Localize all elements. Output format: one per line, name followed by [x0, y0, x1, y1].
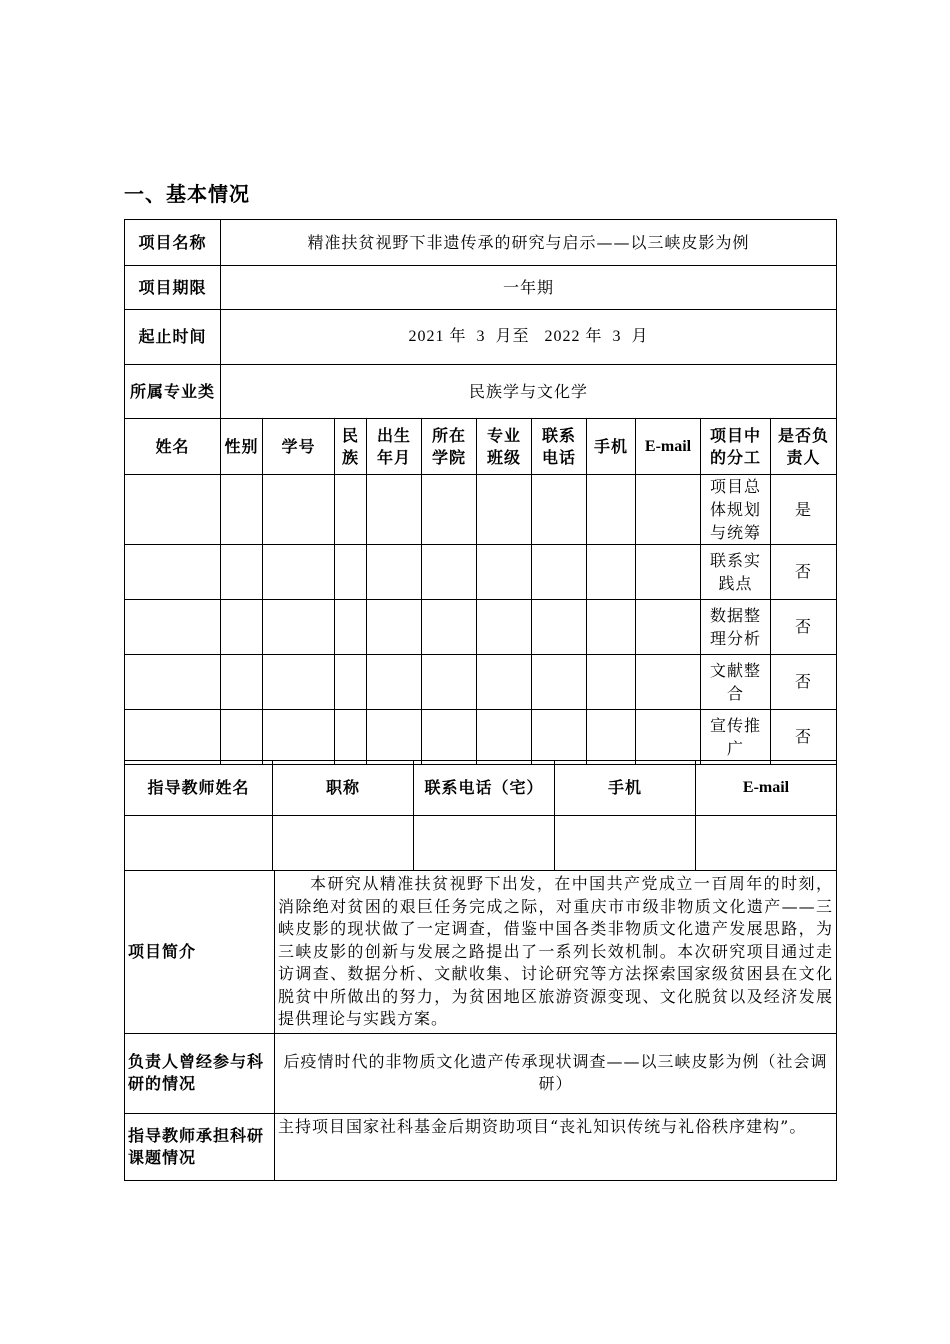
header-student-id: 学号 [263, 419, 335, 475]
members-header-row [125, 419, 837, 475]
table-row [125, 710, 837, 765]
project-info-table [124, 219, 837, 419]
advisor-research-label: 指导教师承担科研课题情况 [125, 1113, 275, 1180]
summary-table [124, 870, 837, 1181]
header-phone: 联系电话 [532, 419, 587, 475]
table-row [125, 600, 837, 655]
project-period-value: 一年期 [221, 266, 837, 310]
header-ethnicity: 民族 [335, 419, 367, 475]
advisor-mobile-header: 手机 [555, 761, 696, 816]
project-period-label: 项目期限 [125, 266, 221, 310]
major-category-label: 所属专业类 [125, 365, 221, 419]
start-end-time-label: 起止时间 [125, 310, 221, 365]
advisor-header-row [125, 761, 837, 816]
header-email: E-mail [636, 419, 701, 475]
project-name-value: 精准扶贫视野下非遗传承的研究与启示——以三峡皮影为例 [221, 220, 837, 266]
header-gender: 性别 [221, 419, 263, 475]
member-leader: 否 [771, 545, 837, 600]
table-row [125, 655, 837, 710]
advisor-table [124, 760, 837, 871]
header-name: 姓名 [125, 419, 221, 475]
member-leader: 否 [771, 655, 837, 710]
member-role: 文献整合 [701, 655, 771, 710]
leader-research-text: 后疫情时代的非物质文化遗产传承现状调查——以三峡皮影为例（社会调研） [275, 1033, 837, 1113]
advisor-phone-header: 联系电话（宅） [414, 761, 555, 816]
member-leader: 是 [771, 475, 837, 545]
intro-text: 本研究从精准扶贫视野下出发，在中国共产党成立一百周年的时刻，消除绝对贫困的艰巨任务完成之际，对重庆市市级非物质文化遗产——三峡皮影的现状做了一定调查，借鉴中国各类非物质文化遗产发展思路，为三峡皮影的创新与发展之路提出了一系列长效机制。本次研究项目通过走访调查、数据分析、文献收集、讨论研究等方法探索国家级贫困县在文化脱贫中所做出的努力，为贫困地区旅游资源变现、文化脱贫以及经济发展提供理论与实践方案。 [275, 871, 837, 1034]
header-leader: 是否负责人 [771, 419, 837, 475]
header-college: 所在学院 [422, 419, 477, 475]
member-role: 宣传推广 [701, 710, 771, 765]
advisor-research-text: 主持项目国家社科基金后期资助项目“丧礼知识传统与礼俗秩序建构”。 [275, 1113, 837, 1180]
header-mobile: 手机 [587, 419, 636, 475]
advisor-email-header: E-mail [696, 761, 837, 816]
intro-label: 项目简介 [125, 871, 275, 1034]
member-role: 数据整理分析 [701, 600, 771, 655]
advisor-title-header: 职称 [273, 761, 414, 816]
advisor-name-header: 指导教师姓名 [125, 761, 273, 816]
project-name-label: 项目名称 [125, 220, 221, 266]
member-role: 项目总体规划与统筹 [701, 475, 771, 545]
section-title: 一、基本情况 [124, 182, 250, 206]
member-leader: 否 [771, 710, 837, 765]
members-table [124, 418, 837, 765]
table-row [125, 545, 837, 600]
start-end-time-value: 2021 年 3 月至 2022 年 3 月 [221, 310, 837, 365]
header-role: 项目中的分工 [701, 419, 771, 475]
member-leader: 否 [771, 600, 837, 655]
table-row [125, 816, 837, 871]
leader-research-label: 负责人曾经参与科研的情况 [125, 1033, 275, 1113]
major-category-value: 民族学与文化学 [221, 365, 837, 419]
header-birth: 出生年月 [367, 419, 422, 475]
member-role: 联系实践点 [701, 545, 771, 600]
table-row [125, 475, 837, 545]
header-class: 专业班级 [477, 419, 532, 475]
